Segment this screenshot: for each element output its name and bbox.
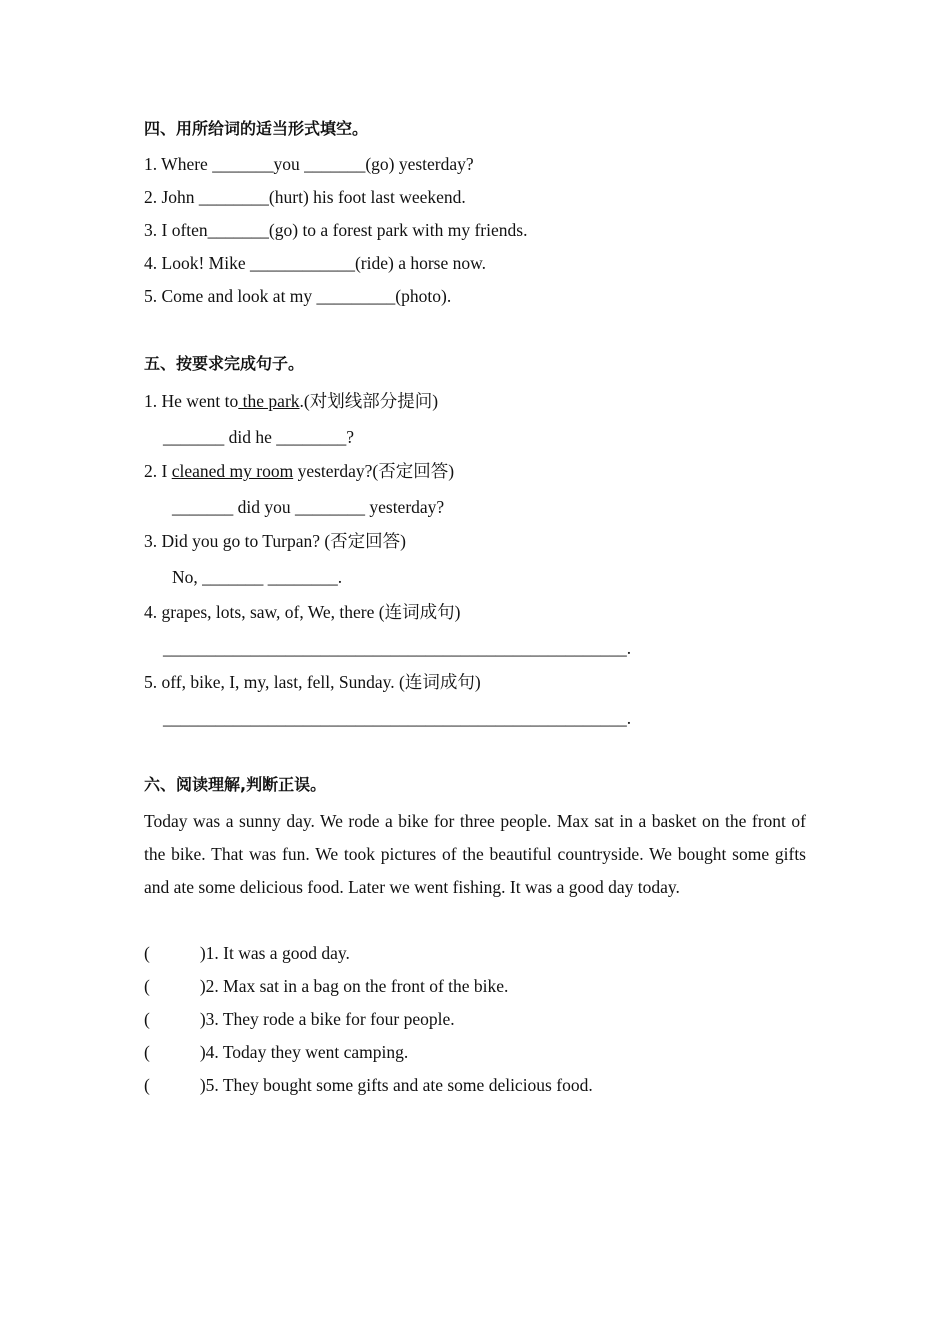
s4-item-4: 4. Look! Mike ____________(ride) a horse now.: [144, 253, 486, 273]
section4-title: 四、用所给词的适当形式填空。: [144, 119, 369, 138]
s5-q2-underlined: cleaned my room: [171, 461, 294, 481]
s6-statement-5: ( )5. They bought some gifts and ate some delicious food.: [144, 1075, 593, 1095]
section6-title: 六、阅读理解,判断正误。: [144, 775, 327, 794]
s5-q4: 4. grapes, lots, saw, of, We, there (连词成句): [144, 602, 461, 622]
s5-q1-underlined: the park: [238, 391, 300, 411]
s6-statement-3: ( )3. They rode a bike for four people.: [144, 1009, 455, 1029]
s6-statement-2: ( )2. Max sat in a bag on the front of the bike.: [144, 976, 509, 996]
s4-item-3: 3. I often_______(go) to a forest park with my friends.: [144, 220, 528, 240]
s6-paren: (: [144, 943, 150, 963]
s6-statement-1: ( )1. It was a good day.: [144, 943, 350, 963]
s5-q5: 5. off, bike, I, my, last, fell, Sunday. (连词成句): [144, 672, 481, 692]
s6-paren: (: [144, 1009, 150, 1029]
s5-q1-pre: 1. He went to: [144, 391, 239, 411]
s5-q5-answer: _____________________________________________________.: [163, 708, 632, 728]
s5-q1-answer: _______ did he ________?: [163, 427, 355, 447]
s5-q3-answer: No, _______ ________.: [172, 567, 343, 587]
s6-paren: (: [144, 1075, 150, 1095]
s5-q1-post: .(对划线部分提问): [299, 391, 439, 411]
s6-passage: Today was a sunny day. We rode a bike for three people. Max sat in a basket on the front of the bike. That was fun. We took pictures of the beautiful countryside. We bought some gifts and ate some delicious food. Later we went fishing. It was a good day today.: [144, 811, 806, 897]
s5-q2-pre: 2. I: [144, 461, 172, 481]
s6-statement-4: ( )4. Today they went camping.: [144, 1042, 409, 1062]
s5-q3: 3. Did you go to Turpan? (否定回答): [144, 531, 407, 551]
s5-q1: [144, 389, 438, 413]
s4-item-5: 5. Come and look at my _________(photo).: [144, 286, 452, 306]
section5-title: 五、按要求完成句子。: [144, 354, 305, 373]
s5-q2: [144, 459, 454, 483]
s6-paren: (: [144, 976, 150, 996]
s5-q4-answer: _____________________________________________________.: [163, 638, 632, 658]
s5-q2-post: yesterday?(否定回答): [293, 461, 455, 481]
s4-item-1: 1. Where _______you _______(go) yesterday?: [144, 154, 474, 174]
s6-paren: (: [144, 1042, 150, 1062]
s4-item-2: 2. John ________(hurt) his foot last weekend.: [144, 187, 466, 207]
s5-q2-answer: _______ did you ________ yesterday?: [172, 497, 445, 517]
